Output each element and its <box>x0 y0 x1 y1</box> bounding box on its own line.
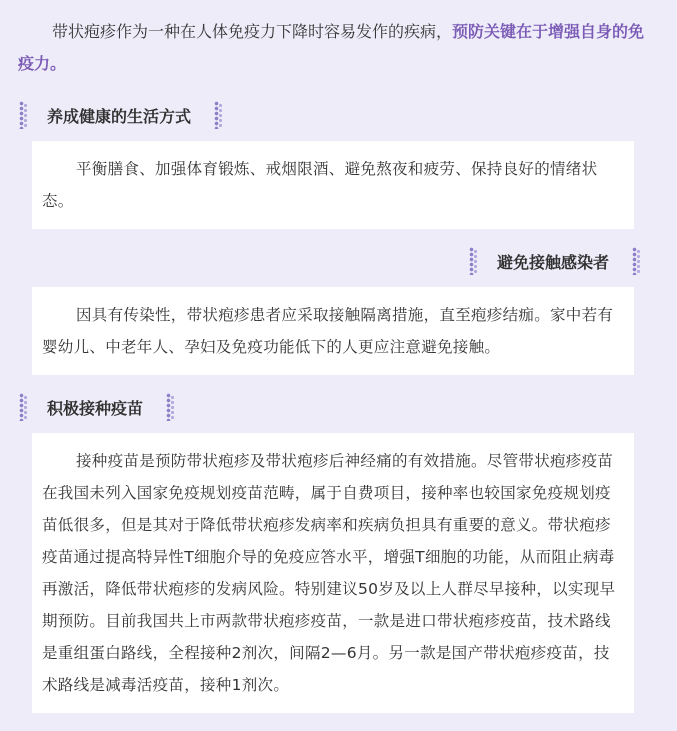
section-title: 养成健康的生活方式 <box>47 106 192 126</box>
section-heading-vaccine <box>18 392 172 422</box>
section-title: 避免接触感染者 <box>497 252 610 272</box>
section-heading-lifestyle <box>18 100 220 130</box>
intro-text: 带状疱疹作为一种在人体免疫力下降时容易发作的疾病， <box>52 22 453 41</box>
dotted-bracket-icon <box>18 393 25 421</box>
section-card-vaccine <box>32 433 634 713</box>
intro-paragraph <box>18 16 660 80</box>
section-body: 因具有传染性，带状疱疹患者应采取接触隔离措施，直至疱疹结痂。家中若有婴幼儿、中老年人、孕妇及免疫功能低下的人更应注意避免接触。 <box>42 306 614 356</box>
dotted-bracket-icon <box>468 247 475 275</box>
dotted-bracket-icon <box>213 101 220 129</box>
dotted-bracket-icon <box>631 247 638 275</box>
section-title: 积极接种疫苗 <box>47 398 144 418</box>
section-body: 平衡膳食、加强体育锻炼、戒烟限酒、避免熬夜和疲劳、保持良好的情绪状态。 <box>42 160 598 210</box>
intro-highlight: 预防关键在于增强自身的免疫力。 <box>18 22 645 73</box>
section-card-lifestyle <box>32 141 634 229</box>
section-card-avoid-contact <box>32 287 634 375</box>
section-heading-avoid-contact <box>468 246 638 276</box>
dotted-bracket-icon <box>18 101 25 129</box>
section-body: 接种疫苗是预防带状疱疹及带状疱疹后神经痛的有效措施。尽管带状疱疹疫苗在我国未列入国家免疫规划疫苗范畴，属于自费项目，接种率也较国家免疫规划疫苗低很多，但是其对于降低带状疱疹发病率和疾病负担具有重要的意义。带状疱疹疫苗通过提高特异性T细胞介导的免疫应答水平，增强T细胞的功能，从而阻止病毒再激活，降低带状疱疹的发病风险。特别建议50岁及以上人群尽早接种，以实现早期预防。目前我国共上市两款带状疱疹疫苗，一款是进口带状疱疹疫苗，技术路线是重组蛋白路线，全程接种2剂次，间隔2—6月。另一款是国产带状疱疹疫苗，技术路线是减毒活疫苗，接种1剂次。 <box>42 452 616 694</box>
dotted-bracket-icon <box>165 393 172 421</box>
